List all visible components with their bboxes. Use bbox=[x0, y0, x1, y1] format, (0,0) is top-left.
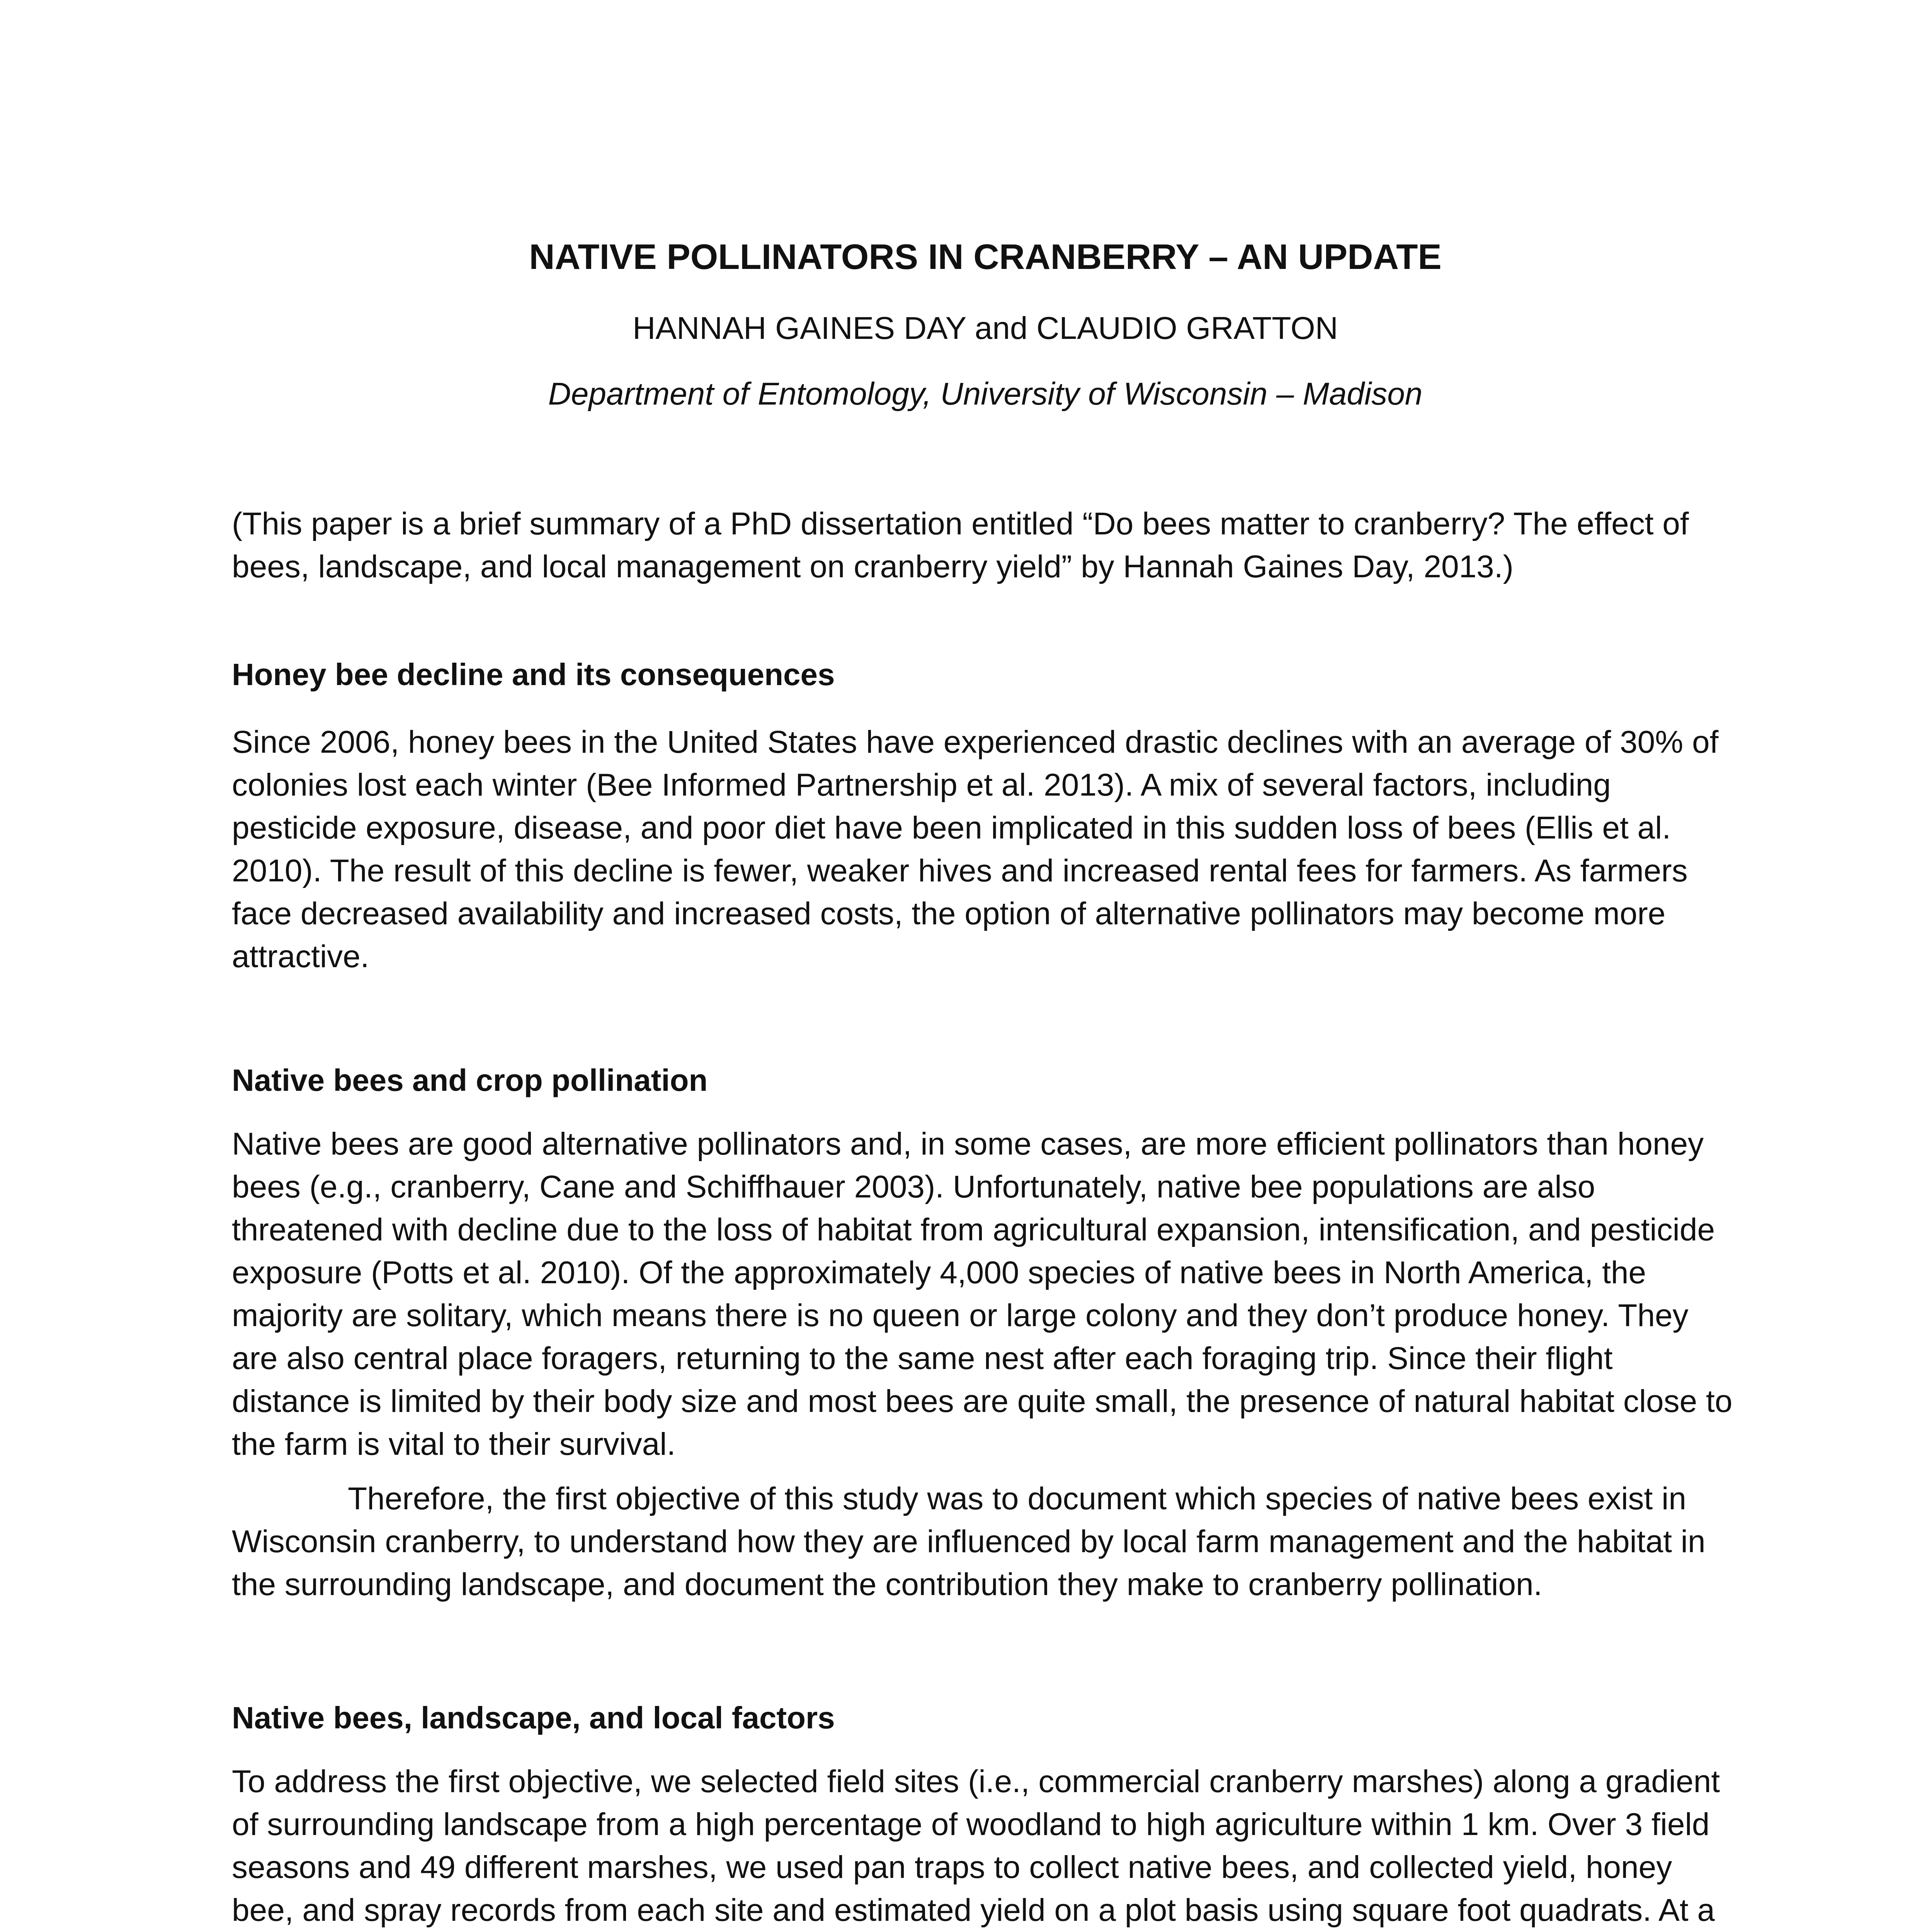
paper-title: NATIVE POLLINATORS IN CRANBERRY – AN UPDATE bbox=[529, 237, 1442, 277]
paragraph: Since 2006, honey bees in the United States have experienced drastic declines with an average of 30% of colonies lost each winter (Bee Informed Partnership et al. 2013). A mix of several factors, including pesticide exposure, disease, and poor diet have been implicated in this sudden loss of bees (Ellis et al. 2010). The result of this decline is fewer, weaker hives and increased rental fees for farmers. As farmers face decreased availability and increased costs, the option of alternative pollinators may become more attractive. bbox=[232, 724, 1719, 974]
summary-note-text: (This paper is a brief summary of a PhD dissertation entitled “Do bees matter to cranberry? The effect of bees, landscape, and local management on cranberry yield” by Hannah Gaines Day, 2013.) bbox=[232, 506, 1689, 584]
summary-note bbox=[232, 502, 1739, 588]
paragraph: Therefore, the first objective of this study was to document which species of native bees exist in Wisconsin cranberry, to understand how they are influenced by local farm management and the habitat in the surrounding landscape, and document the contribution they make to cranberry pollination. bbox=[232, 1481, 1706, 1602]
section-heading-honey-bee-decline: Honey bee decline and its consequences bbox=[232, 657, 835, 692]
paragraph: Native bees are good alternative pollinators and, in some cases, are more efficient pollinators than honey bees (e.g., cranberry, Cane and Schiffhauer 2003). Unfortunately, native bee populations are also threatened with decline due to the loss of habitat from agricultural expansion, intensification, and pesticide exposure (Potts et al. 2010). Of the approximately 4,000 species of native bees in North America, the majority are solitary, which means there is no queen or large colony and they don’t produce honey. They are also central place foragers, returning to the same nest after each foraging trip. Since their flight distance is limited by their body size and most bees are quite small, the presence of natural habitat close to the farm is vital to their survival. bbox=[232, 1126, 1733, 1462]
section-honey-bee-decline bbox=[232, 721, 1739, 978]
paper-affiliation: Department of Entomology, University of Wisconsin – Madison bbox=[548, 376, 1423, 412]
paper-authors: HANNAH GAINES DAY and CLAUDIO GRATTON bbox=[633, 311, 1338, 346]
paragraph: To address the first objective, we selected field sites (i.e., commercial cranberry marshes) along a gradient of surrounding landscape from a high percentage of woodland to high agriculture within 1 km. Over 3 field seasons and 49 different marshes, we used pan traps to collect native bees, and collected yield, honey bee, and spray records from each site and estimated yield on a plot basis using square foot quadrats. At a bbox=[232, 1764, 1720, 1928]
section-heading-native-bees-pollination: Native bees and crop pollination bbox=[232, 1063, 708, 1097]
section-native-bees-pollination bbox=[232, 1122, 1739, 1606]
section-landscape-local-factors bbox=[232, 1760, 1739, 1932]
section-heading-landscape-local-factors: Native bees, landscape, and local factors bbox=[232, 1701, 835, 1735]
